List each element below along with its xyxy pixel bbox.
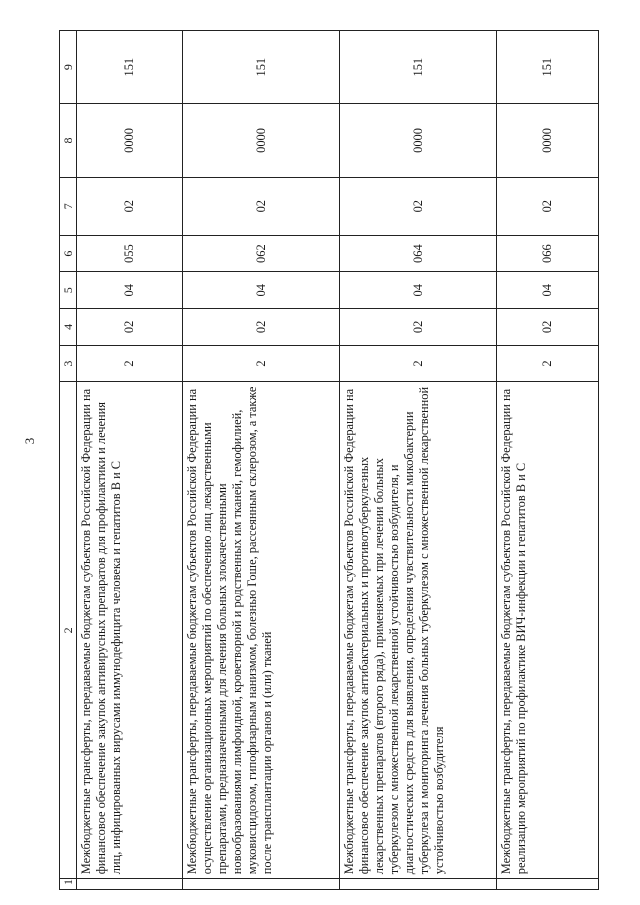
cell-col6: 062 xyxy=(183,235,340,272)
column-header-8: 8 xyxy=(60,104,77,177)
cell-col5: 04 xyxy=(77,272,183,309)
table-row xyxy=(340,31,497,890)
column-header-5: 5 xyxy=(60,272,77,309)
column-header-3: 3 xyxy=(60,345,77,382)
page-number: 3 xyxy=(22,437,37,445)
cell-description: Межбюджетные трансферты, передаваемые бюджетам субъектов Российской Федерации на реализацию мероприятий по профилактике ВИЧ-инфекции и гепатитов В и С xyxy=(497,382,599,879)
cell-col6: 066 xyxy=(497,235,599,272)
column-header-2: 2 xyxy=(60,382,77,879)
cell-col8: 0000 xyxy=(183,104,340,177)
cell-col6: 064 xyxy=(340,235,497,272)
cell-col1 xyxy=(340,879,497,890)
cell-col9: 151 xyxy=(497,31,599,104)
cell-col4: 02 xyxy=(77,309,183,346)
cell-col1 xyxy=(77,879,183,890)
cell-col8: 0000 xyxy=(340,104,497,177)
cell-col4: 02 xyxy=(340,309,497,346)
cell-col3: 2 xyxy=(183,345,340,382)
cell-col1 xyxy=(183,879,340,890)
table-header-row xyxy=(60,31,77,890)
budget-table xyxy=(59,30,599,890)
cell-col5: 04 xyxy=(340,272,497,309)
cell-col7: 02 xyxy=(340,177,497,235)
cell-description: Межбюджетные трансферты, передаваемые бюджетам субъектов Российской Федерации на финансовое обеспечение закупок антивирусных препаратов для профилактики и лечения лиц, инфицированных вирусами иммунодефицита человека и гепатитов В и С xyxy=(77,382,183,879)
cell-col8: 0000 xyxy=(497,104,599,177)
cell-col8: 0000 xyxy=(77,104,183,177)
cell-col1 xyxy=(497,879,599,890)
cell-col5: 04 xyxy=(497,272,599,309)
column-header-9: 9 xyxy=(60,31,77,104)
table-row xyxy=(77,31,183,890)
cell-col9: 151 xyxy=(77,31,183,104)
cell-col3: 2 xyxy=(340,345,497,382)
table-row xyxy=(183,31,340,890)
cell-col9: 151 xyxy=(183,31,340,104)
table-row xyxy=(497,31,599,890)
cell-col7: 02 xyxy=(183,177,340,235)
cell-col3: 2 xyxy=(497,345,599,382)
cell-description: Межбюджетные трансферты, передаваемые бюджетам субъектов Российской Федерации на осуществление организационных мероприятий по обеспечению лиц лекарственными препаратами, предназначенными для лечения больных злокачественными новообразованиями лимфоидной, кроветворной и родственных им тканей, гемофилией, муковисцидозом, гипофизарным нанизмом, болезнью Гоше, рассеянным склерозом, а также после трансплантации органов и (или) тканей xyxy=(183,382,340,879)
column-header-7: 7 xyxy=(60,177,77,235)
column-header-1: 1 xyxy=(60,879,77,890)
column-header-4: 4 xyxy=(60,309,77,346)
cell-col7: 02 xyxy=(77,177,183,235)
cell-col3: 2 xyxy=(77,345,183,382)
budget-table-wrapper xyxy=(59,30,599,890)
cell-col6: 055 xyxy=(77,235,183,272)
cell-description: Межбюджетные трансферты, передаваемые бюджетам субъектов Российской Федерации на финансовое обеспечение закупок антибактериальных и противотуберкулезных лекарственных препаратов (второго ряда), применяемых при лечении больных туберкулезом с множественной лекарственной устойчивостью возбудителя, и диагностических средств для выявления, определения чувствительности микобактерии туберкулеза и мониторинга лечения больных туберкулезом с множественной лекарственной устойчивостью возбудителя xyxy=(340,382,497,879)
cell-col4: 02 xyxy=(183,309,340,346)
column-header-6: 6 xyxy=(60,235,77,272)
cell-col7: 02 xyxy=(497,177,599,235)
cell-col5: 04 xyxy=(183,272,340,309)
cell-col4: 02 xyxy=(497,309,599,346)
cell-col9: 151 xyxy=(340,31,497,104)
